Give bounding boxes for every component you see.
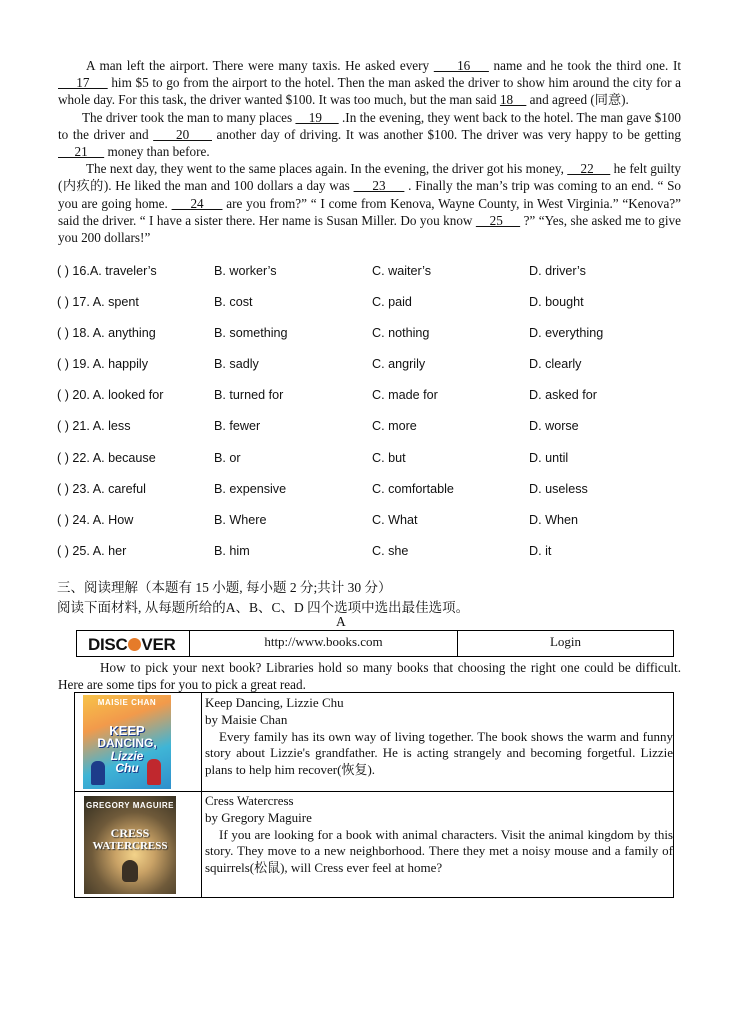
logo-dot-icon — [128, 638, 141, 651]
option-choice: B. him — [214, 543, 250, 558]
book-info — [205, 793, 673, 877]
option-choice: D. When — [529, 512, 578, 527]
option-choice: D. until — [529, 450, 569, 465]
blank-25: 25 — [475, 212, 521, 228]
option-choice: D. it — [529, 543, 552, 558]
passage-text: A man left the airport. There were many taxis. He asked every — [86, 58, 434, 73]
cover-author: GREGORY MAGUIRE — [86, 801, 174, 810]
option-row — [57, 451, 697, 482]
option-choice: C. more — [372, 419, 417, 434]
table-divider-horizontal — [75, 791, 673, 792]
answer-options — [57, 264, 697, 575]
option-choice: C. angrily — [372, 357, 426, 372]
dancer-figure-icon — [147, 759, 161, 785]
book-description: If you are looking for a book with animal characters. Visit the animal kingdom by this story. They move to a new neighborhood. There they met a noisy mouse and a family of squirrels(松鼠), will Cress ever feel at home? — [205, 826, 673, 876]
cover-title-line: DANCING, — [97, 736, 157, 750]
blank-24: 24 — [171, 195, 223, 211]
cover-title-line: Chu — [115, 761, 139, 775]
option-choice: C. paid — [372, 295, 412, 310]
book-title: Keep Dancing, Lizzie Chu — [205, 695, 344, 710]
option-choice: B. fewer — [214, 419, 261, 434]
option-row — [57, 419, 697, 450]
passage-text: money than before. — [104, 144, 210, 160]
option-question-a: ( ) 25. A. her — [57, 543, 127, 558]
option-choice: D. clearly — [529, 357, 582, 372]
book-author: by Maisie Chan — [205, 711, 288, 727]
option-choice: B. cost — [214, 295, 253, 310]
passage-text: The next day, they went to the same places again. In the evening, the driver got his money, — [86, 161, 568, 177]
option-row — [57, 388, 697, 419]
passage-paragraph-1 — [58, 57, 681, 109]
blank-23: 23 — [353, 178, 405, 194]
section-instruction: 阅读下面材料, 从每题所给的A、B、C、D 四个选项中选出最佳选项。 — [57, 600, 470, 615]
passage-text: him $5 to go from the airport to the hotel. Then the man asked the driver to show him around the city for a whole day. For this task, the driver wanted $100. It was too much, but the man said — [58, 75, 682, 108]
option-choice: C. What — [372, 512, 418, 527]
table-divider-vertical — [201, 693, 202, 897]
option-question-a: ( ) 18. A. anything — [57, 326, 156, 341]
book-description: Every family has its own way of living together. The book shows the warm and funny story about Lizzie's grandfather. He is acting strangely and becoming forgetful. Lizzie plans to help him recover(恢复). — [205, 728, 673, 778]
option-row — [57, 544, 697, 575]
blank-21: 21 — [58, 144, 105, 160]
option-question-a: ( ) 19. A. happily — [57, 357, 149, 372]
option-choice: D. asked for — [529, 388, 597, 403]
option-question-a: ( ) 17. A. spent — [57, 295, 139, 310]
book-title: Cress Watercress — [205, 793, 294, 808]
cover-title-line: Lizzie — [110, 749, 144, 763]
option-choice: C. waiter’s — [372, 264, 432, 278]
option-choice: D. useless — [529, 481, 588, 496]
option-choice: D. worse — [529, 419, 579, 434]
login-button[interactable]: Login — [549, 634, 582, 649]
url-field[interactable]: http://www.books.com — [190, 631, 458, 656]
passage-paragraph-2 — [58, 109, 681, 161]
option-choice: B. Where — [214, 512, 267, 527]
book-table — [74, 692, 674, 898]
cover-title-line: KEEP — [109, 723, 145, 738]
discover-logo — [77, 631, 190, 656]
option-row — [57, 482, 697, 513]
book-info — [205, 695, 673, 779]
passage-text: ?” “Yes, she asked me to give you 200 dollars!” — [58, 212, 681, 246]
option-row — [57, 513, 697, 544]
option-choice: C. nothing — [372, 326, 430, 341]
passage-text: name and he took the third one. It — [488, 58, 682, 73]
passage-letter: A — [336, 614, 346, 629]
logo-text-left: DISC — [88, 635, 128, 654]
blank-19: 19 — [295, 109, 339, 125]
passage-text: another day of driving. It was another $100. The driver was very happy to be getting — [211, 126, 681, 142]
option-choice: D. driver’s — [529, 264, 586, 278]
book-cover-keep-dancing — [83, 695, 171, 789]
option-choice: B. something — [214, 326, 288, 341]
book-author: by Gregory Maguire — [205, 809, 312, 825]
option-choice: B. turned for — [214, 388, 284, 403]
logo-text — [88, 635, 175, 655]
cloze-passage — [58, 57, 681, 246]
option-choice: D. everything — [529, 326, 604, 341]
rabbit-figure-icon — [122, 860, 138, 882]
option-choice: C. made for — [372, 388, 438, 403]
option-choice: B. worker’s — [214, 264, 277, 278]
option-row — [57, 357, 697, 388]
option-question-a: ( ) 22. A. because — [57, 450, 156, 465]
option-choice: D. bought — [529, 295, 584, 310]
passage-text: The driver took the man to many places — [82, 109, 296, 125]
option-choice: C. she — [372, 543, 409, 558]
website-bar — [76, 630, 674, 657]
blank-20: 20 — [153, 126, 212, 142]
passage-text: . Finally the man’s trip was coming to an end. “ So you are going home. — [58, 178, 681, 211]
option-row — [57, 264, 697, 295]
cover-title-line: WATERCRESS — [92, 840, 168, 852]
option-choice: B. sadly — [214, 357, 259, 372]
blank-18: 18 — [499, 92, 527, 108]
dancer-figure-icon — [91, 761, 105, 785]
option-question-a: ( ) 16.A. traveler’s — [57, 264, 157, 278]
option-question-a: ( ) 21. A. less — [57, 419, 131, 434]
blank-22: 22 — [567, 161, 611, 177]
passage-text: and agreed (同意). — [526, 92, 629, 108]
option-question-a: ( ) 23. A. careful — [57, 481, 146, 496]
option-choice: C. comfortable — [372, 481, 454, 496]
blank-16: 16 — [433, 58, 489, 73]
option-question-a: ( ) 20. A. looked for — [57, 388, 164, 403]
blank-17: 17 — [58, 75, 108, 91]
passage-text: .In the evening, they went back to the hotel. The man gave $100 to the driver and — [58, 109, 681, 142]
cover-title-line: CRESS — [110, 826, 150, 840]
option-choice: B. expensive — [214, 481, 287, 496]
intro-text: How to pick your next book? Libraries hold so many books that choosing the right one could be difficult. Here are some tips for you to pick a great read. — [58, 660, 681, 692]
passage-text: are you from?” “ I come from Kenova, Wayne County, in West Virginia.” “Kenova?” said the driver. “ I have a sister there. Her name is Susan Miller. Do you know — [58, 195, 682, 228]
book-cover-cress-watercress — [84, 796, 176, 894]
option-choice: C. but — [372, 450, 406, 465]
passage-paragraph-3 — [58, 160, 681, 246]
option-choice: B. or — [214, 450, 241, 465]
option-question-a: ( ) 24. A. How — [57, 512, 134, 527]
option-row — [57, 326, 697, 357]
passage-text: he felt guilty (内疚的). He liked the man and 100 dollars a day was — [58, 161, 681, 194]
section-title: 三、阅读理解（本题有 15 小题, 每小题 2 分;共计 30 分） — [57, 580, 392, 595]
cover-author: MAISIE CHAN — [97, 698, 157, 707]
option-row — [57, 295, 697, 326]
logo-text-right: VER — [141, 635, 176, 654]
